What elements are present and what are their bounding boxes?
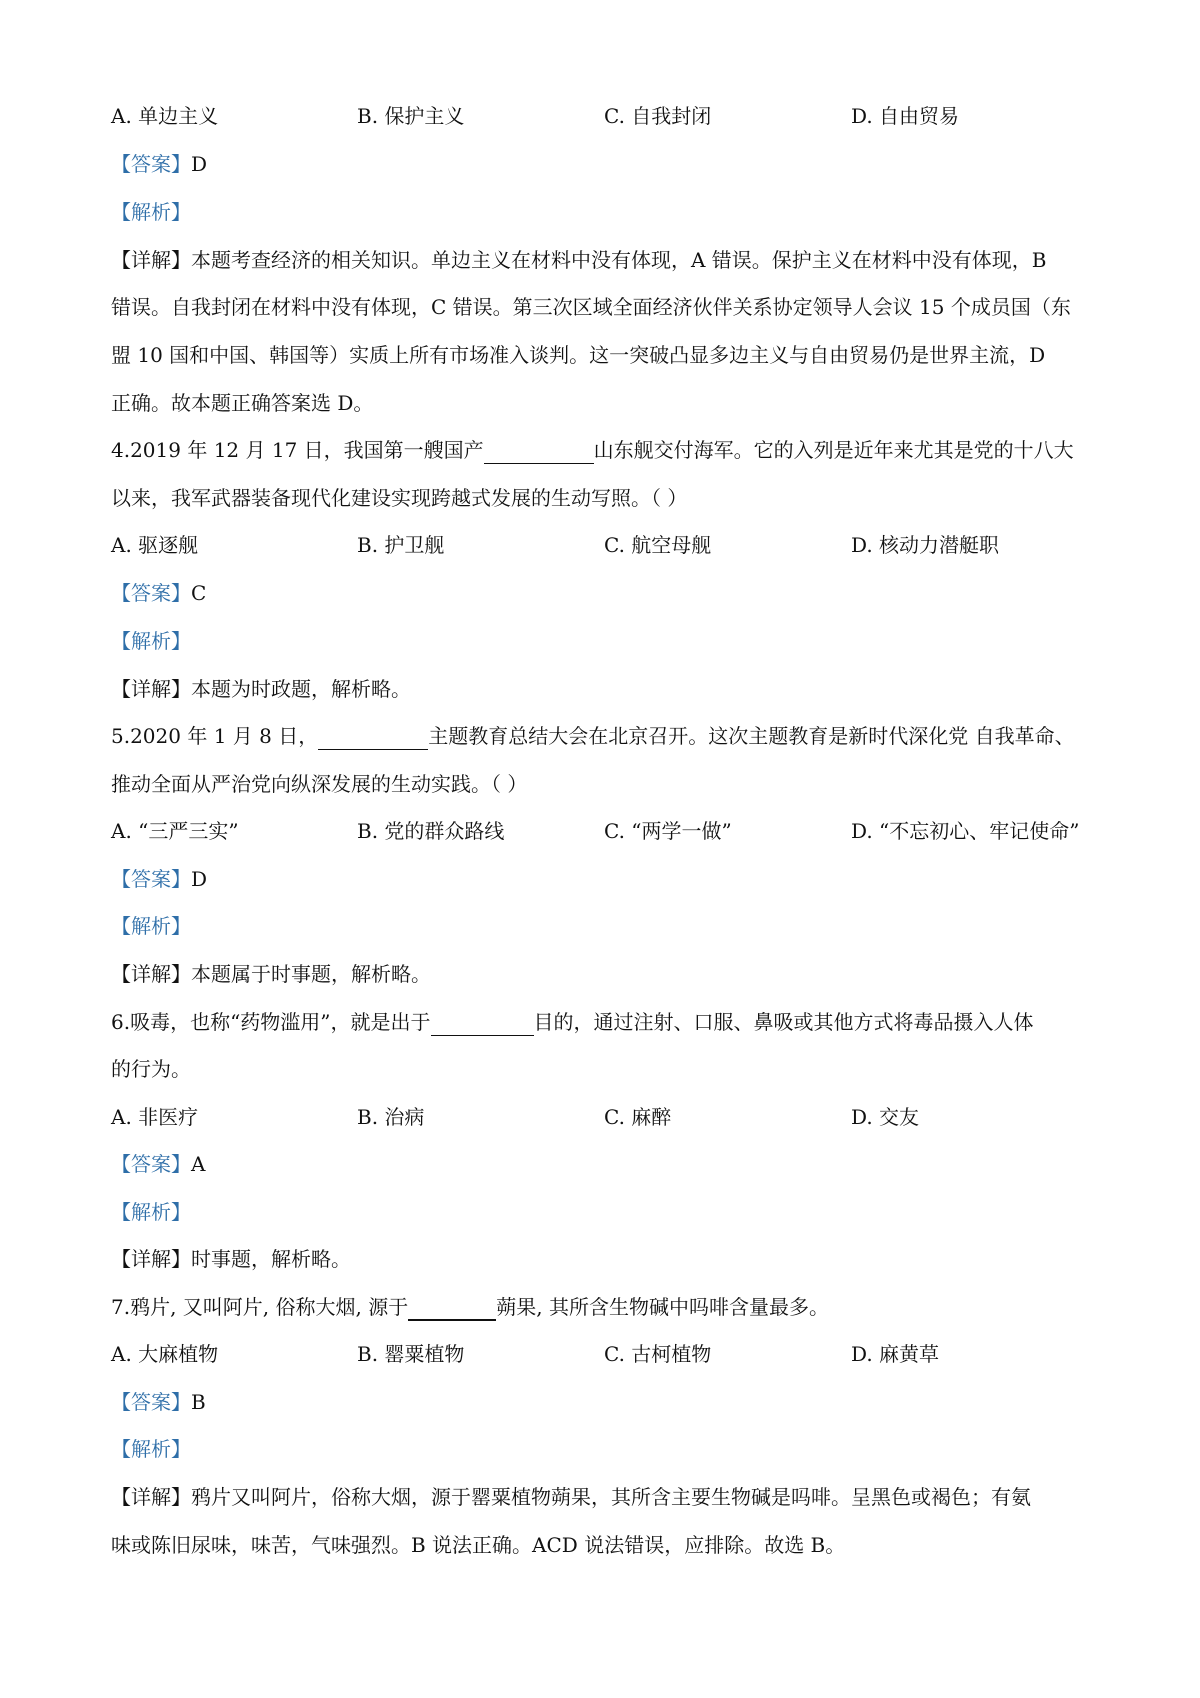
answer-line xyxy=(111,1150,205,1178)
option-d: D. “不忘初心、牢记使命” xyxy=(851,819,1080,843)
detail-text: 错误。自我封闭在材料中没有体现，C 错误。第三次区域全面经济伙伴关系协定领导人会议 15 个成员国（东 xyxy=(111,295,1071,319)
answer-value: A xyxy=(191,1152,206,1176)
answer-line xyxy=(111,150,207,178)
detail-text: 时事题，解析略。 xyxy=(191,1247,351,1271)
stem-text: 4.2019 年 12 月 17 日，我国第一艘国产 xyxy=(111,438,484,462)
detail-line xyxy=(111,1245,351,1273)
option-b: B. 治病 xyxy=(357,1105,425,1129)
answer-label: 【答案】 xyxy=(111,867,191,891)
answer-line xyxy=(111,579,206,607)
option-a: A. “三严三实” xyxy=(111,819,239,843)
detail-text: 味或陈旧尿味，味苦，气味强烈。B 说法正确。ACD 说法错误，应排除。故选 B。 xyxy=(111,1533,846,1557)
detail-label: 【详解】 xyxy=(111,962,191,986)
analysis-label: 【解析】 xyxy=(111,200,191,224)
option-d: D. 交友 xyxy=(851,1105,920,1129)
question-6-stem-cont: 的行为。 xyxy=(111,1057,191,1081)
option-a: A. 单边主义 xyxy=(111,104,219,128)
stem-text: 7.鸦片, 又叫阿片, 俗称大烟, 源于 xyxy=(111,1295,409,1319)
detail-text: 正确。故本题正确答案选 D。 xyxy=(111,391,374,415)
detail-line xyxy=(111,1483,1031,1511)
answer-value: D xyxy=(191,152,208,176)
option-a: A. 非医疗 xyxy=(111,1105,199,1129)
option-a: A. 大麻植物 xyxy=(111,1342,219,1366)
question-5-stem-cont: 推动全面从严治党向纵深发展的生动实践。（ ） xyxy=(111,772,528,796)
answer-value: D xyxy=(191,867,208,891)
detail-text: 本题为时政题，解析略。 xyxy=(191,677,411,701)
stem-text: 山东舰交付海军。它的入列是近年来尤其是党的十八大 xyxy=(593,438,1074,462)
option-c: C. 航空母舰 xyxy=(604,533,712,557)
detail-text: 本题考查经济的相关知识。单边主义在材料中没有体现，A 错误。保护主义在材料中没有体现，B xyxy=(191,248,1047,272)
question-7-stem xyxy=(111,1293,829,1321)
answer-blank xyxy=(408,1299,496,1321)
stem-text: 主题教育总结大会在北京召开。这次主题教育是新时代深化党 自我革命、 xyxy=(428,724,1075,748)
answer-label: 【答案】 xyxy=(111,1390,191,1414)
analysis-label: 【解析】 xyxy=(111,1200,191,1224)
detail-label: 【详解】 xyxy=(111,1247,191,1271)
answer-label: 【答案】 xyxy=(111,152,191,176)
detail-text: 盟 10 国和中国、韩国等）实质上所有市场准入谈判。这一突破凸显多边主义与自由贸易仍是世界主流，D xyxy=(111,343,1046,367)
analysis-label: 【解析】 xyxy=(111,1437,191,1461)
detail-label: 【详解】 xyxy=(111,1485,191,1509)
detail-line xyxy=(111,246,1047,274)
detail-text: 本题属于时事题，解析略。 xyxy=(191,962,431,986)
stem-text: 5.2020 年 1 月 8 日， xyxy=(111,724,319,748)
question-5-stem xyxy=(111,722,1075,750)
detail-line xyxy=(111,960,431,988)
option-c: C. 古柯植物 xyxy=(604,1342,712,1366)
answer-blank xyxy=(318,729,428,750)
answer-line xyxy=(111,1388,206,1416)
option-c: C. 麻醉 xyxy=(604,1105,672,1129)
answer-label: 【答案】 xyxy=(111,581,191,605)
option-a: A. 驱逐舰 xyxy=(111,533,199,557)
option-b: B. 护卫舰 xyxy=(357,533,445,557)
detail-label: 【详解】 xyxy=(111,677,191,701)
option-b: B. 罂粟植物 xyxy=(357,1342,465,1366)
option-c: C. 自我封闭 xyxy=(604,104,712,128)
option-c: C. “两学一做” xyxy=(604,819,732,843)
option-d: D. 核动力潜艇职 xyxy=(851,533,1000,557)
answer-value: C xyxy=(191,581,207,605)
option-d: D. 自由贸易 xyxy=(851,104,960,128)
analysis-label: 【解析】 xyxy=(111,629,191,653)
answer-blank xyxy=(484,443,594,464)
stem-text: 目的，通过注射、口服、鼻吸或其他方式将毒品摄入人体 xyxy=(533,1010,1034,1034)
detail-line xyxy=(111,675,411,703)
stem-text: 蒴果, 其所含生物碱中吗啡含量最多。 xyxy=(496,1295,829,1319)
answer-line xyxy=(111,865,207,893)
question-6-stem xyxy=(111,1008,1034,1036)
answer-label: 【答案】 xyxy=(111,1152,191,1176)
answer-blank xyxy=(431,1015,534,1036)
question-4-stem xyxy=(111,436,1074,464)
option-b: B. 党的群众路线 xyxy=(357,819,505,843)
detail-text: 鸦片又叫阿片，俗称大烟，源于罂粟植物蒴果，其所含主要生物碱是吗啡。呈黑色或褐色；有氨 xyxy=(191,1485,1031,1509)
option-b: B. 保护主义 xyxy=(357,104,465,128)
stem-text: 6.吸毒，也称“药物滥用”，就是出于 xyxy=(111,1010,431,1034)
analysis-label: 【解析】 xyxy=(111,914,191,938)
detail-label: 【详解】 xyxy=(111,248,191,272)
option-d: D. 麻黄草 xyxy=(851,1342,940,1366)
question-4-stem-cont: 以来，我军武器装备现代化建设实现跨越式发展的生动写照。（ ） xyxy=(111,486,688,510)
answer-value: B xyxy=(191,1390,206,1414)
